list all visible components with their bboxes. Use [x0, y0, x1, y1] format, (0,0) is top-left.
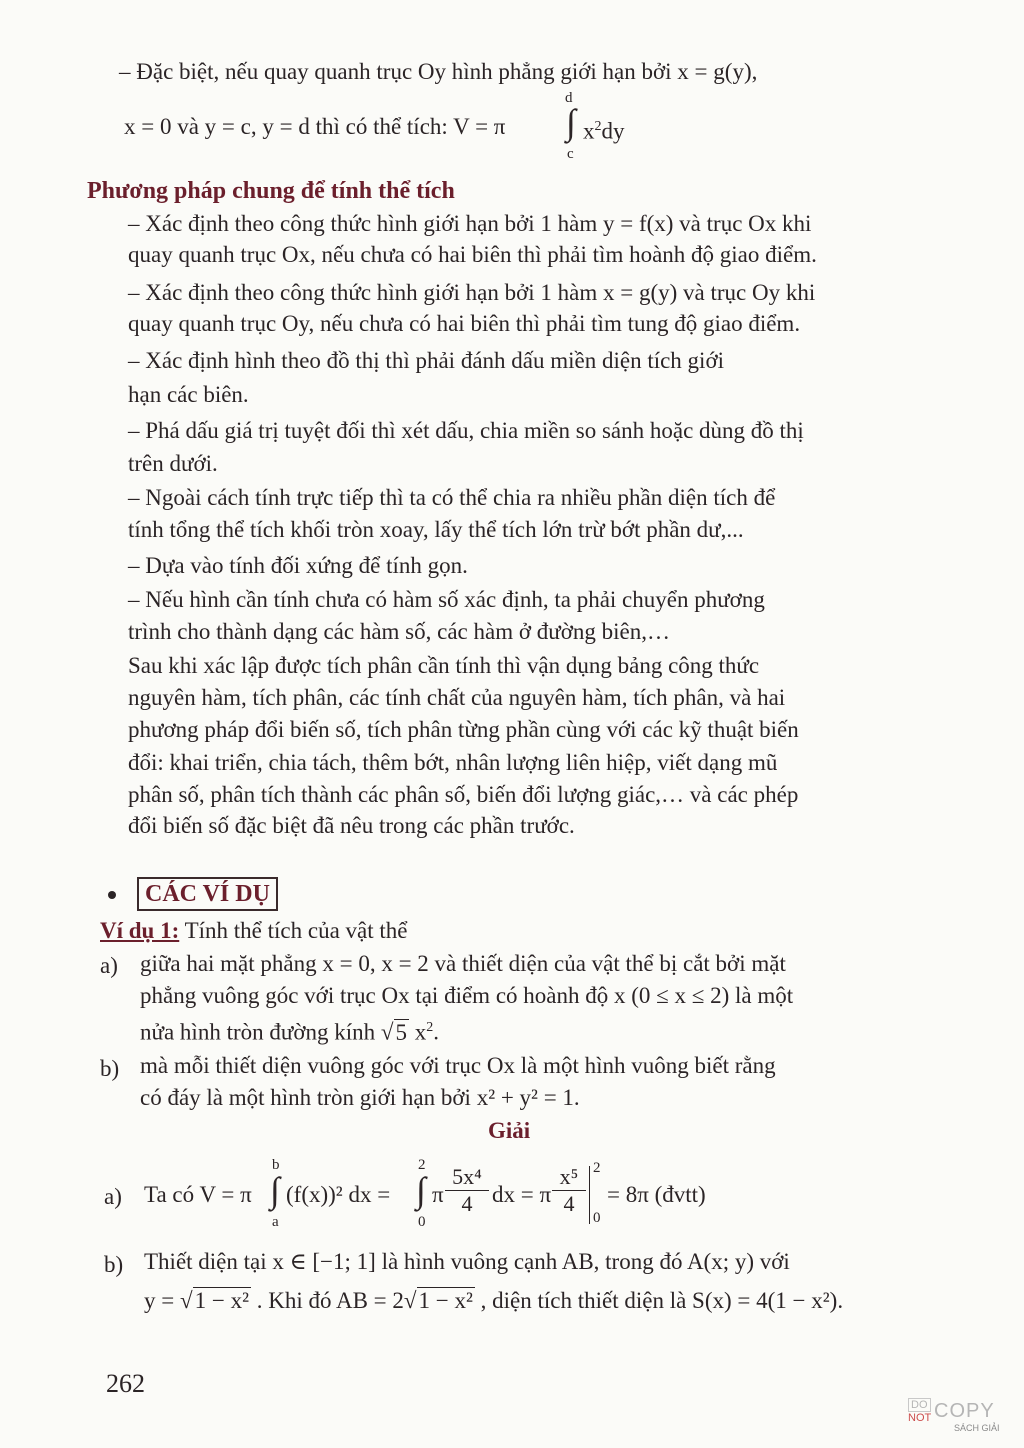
int1-sign: ∫ [270, 1170, 280, 1210]
stamp-sub: SÁCH GIẢI [954, 1423, 1000, 1433]
method-line: nguyên hàm, tích phân, các tính chất của nguyên hàm, tích phân, và hai [128, 685, 786, 710]
intro-integrand-exp: 2 [594, 119, 602, 134]
b2-pre: y = [144, 1288, 180, 1313]
part-a-line-text: nửa hình tròn đường kính [140, 1019, 381, 1045]
b2-post: , diện tích thiết diện là S(x) = 4(1 − x²). [480, 1288, 844, 1313]
solution-b-line-1: Thiết diện tại x ∈ [−1; 1] là hình vuông cạnh AB, trong đó A(x; y) với [144, 1249, 790, 1274]
fraction-2-den: 4 [552, 1190, 586, 1217]
method-line: phương pháp đổi biến số, tích phân từng phần cùng với các kỹ thuật biến [128, 717, 799, 742]
b2-sqrt-1: 1 − x² [194, 1288, 249, 1313]
int2-lower: 0 [418, 1214, 426, 1230]
example-1-line [100, 917, 407, 945]
intro-integrand-x: x [583, 118, 595, 144]
examples-title: CÁC VÍ DỤ [137, 877, 278, 911]
part-a-label: a) [100, 953, 118, 978]
part-b-line: có đáy là một hình tròn giới hạn bởi x² + y² = 1. [140, 1085, 580, 1110]
method-line: – Xác định theo công thức hình giới hạn bởi 1 hàm x = g(y) và trục Oy khi [128, 280, 816, 305]
stamp-copy: COPY [934, 1400, 995, 1422]
method-line: – Nếu hình cần tính chưa có hàm số xác định, ta phải chuyển phương [128, 587, 765, 612]
sqrt-symbol: √ [380, 1019, 394, 1045]
part-a-line: phẳng vuông góc với trục Ox tại điểm có hoành độ x (0 ≤ x ≤ 2) là một [140, 983, 794, 1008]
fraction-2-num: x⁵ [559, 1164, 579, 1189]
intro-line-1: – Đặc biệt, nếu quay quanh trục Oy hình phẳng giới hạn bởi x = g(y), [119, 59, 758, 84]
part-a-end: . [433, 1019, 440, 1045]
stamp-do: DO [908, 1398, 931, 1412]
fraction-1-num: 5x⁴ [452, 1164, 482, 1189]
method-line: – Ngoài cách tính trực tiếp thì ta có thể chia ra nhiều phần diện tích để [128, 485, 776, 510]
intro-line-2-text: x = 0 và y = c, y = d thì có thể tích: V = π [124, 114, 506, 139]
part-a-tail: x [414, 1019, 427, 1045]
method-line: trên dưới. [128, 451, 218, 476]
intro-integrand [583, 113, 625, 146]
int1-upper: b [272, 1157, 280, 1173]
example-1-label: Ví dụ 1: [100, 918, 180, 943]
method-line: – Xác định hình theo đồ thị thì phải đánh dấu miền diện tích giới [128, 348, 725, 373]
eval-lower: 0 [593, 1210, 601, 1226]
pi-symbol: π [432, 1182, 444, 1207]
b2-sqrt-2: 1 − x² [418, 1288, 473, 1313]
method-line: đổi: khai triển, chia tách, thêm bớt, nhân lượng liên hiệp, viết dạng mũ [128, 750, 778, 775]
int2-sign: ∫ [416, 1170, 426, 1210]
fraction-1-den: 4 [445, 1190, 489, 1217]
fraction-1 [445, 1164, 489, 1217]
method-line: đổi biến số đặc biệt đã nêu trong các phần trước. [128, 813, 575, 838]
stamp-not: NOT [908, 1412, 932, 1424]
part-a-line: giữa hai mặt phẳng x = 0, x = 2 và thiết diện của vật thể bị cắt bởi mặt [140, 951, 786, 976]
int1-body: (f(x))² dx = [286, 1182, 391, 1207]
solution-b-line-2 [144, 1287, 843, 1315]
watermark-stamp [906, 1398, 1006, 1436]
method-heading: Phương pháp chung để tính thể tích [87, 178, 455, 204]
method-line: trình cho thành dạng các hàm số, các hàm ở đường biên,… [128, 619, 670, 644]
intro-integrand-tail: dy [601, 118, 625, 144]
int2-upper: 2 [418, 1157, 426, 1173]
method-line: phân số, phân tích thành các phân số, biến đổi lượng giác,… và các phép [128, 782, 799, 807]
int1-lower: a [272, 1214, 279, 1230]
part-a-line-3 [140, 1014, 439, 1047]
method-line: tính tổng thể tích khối tròn xoay, lấy thể tích lớn trừ bớt phần dư,... [128, 517, 744, 542]
method-line: hạn các biên. [128, 382, 249, 407]
part-a-sqrt-value: 5 [395, 1019, 408, 1045]
evaluation-bar [589, 1166, 590, 1224]
intro-line-2 [124, 113, 505, 141]
method-line: – Xác định theo công thức hình giới hạn bởi 1 hàm y = f(x) và trục Ox khi [128, 211, 812, 236]
solution-a-mid: dx = π [492, 1182, 552, 1207]
b2-mid: . Khi đó AB = 2 [256, 1288, 404, 1313]
intro-integral-upper: d [565, 90, 573, 106]
sqrt-symbol: √ [179, 1288, 193, 1313]
part-a-tail-exp: 2 [426, 1020, 434, 1035]
intro-integral-sign: ∫ [566, 102, 576, 142]
fraction-2 [552, 1164, 586, 1217]
example-1-text: Tính thể tích của vật thể [179, 918, 408, 943]
sqrt-symbol: √ [403, 1288, 417, 1313]
method-line: Sau khi xác lập được tích phân cần tính thì vận dụng bảng công thức [128, 653, 760, 678]
method-line: quay quanh trục Ox, nếu chưa có hai biên thì phải tìm hoành độ giao điểm. [128, 242, 817, 267]
method-line: quay quanh trục Oy, nếu chưa có hai biên thì phải tìm tung độ giao điểm. [128, 311, 801, 336]
solution-a-label: a) [104, 1184, 122, 1209]
solution-b-label: b) [104, 1252, 124, 1277]
intro-integral-lower: c [567, 146, 574, 162]
method-line: – Dựa vào tính đối xứng để tính gọn. [128, 553, 468, 578]
part-b-line: mà mỗi thiết diện vuông góc với trục Ox là một hình vuông biết rằng [140, 1053, 776, 1078]
solution-heading: Giải [488, 1118, 531, 1143]
solution-a-prefix: Ta có V = π [144, 1182, 252, 1207]
part-b-label: b) [100, 1056, 120, 1081]
method-line: – Phá dấu giá trị tuyệt đối thì xét dấu, chia miền so sánh hoặc dùng đồ thị [128, 418, 804, 443]
bullet-icon [108, 891, 116, 899]
eval-upper: 2 [593, 1160, 601, 1176]
page-number: 262 [106, 1369, 145, 1398]
solution-a-result: = 8π (đvtt) [607, 1182, 706, 1207]
